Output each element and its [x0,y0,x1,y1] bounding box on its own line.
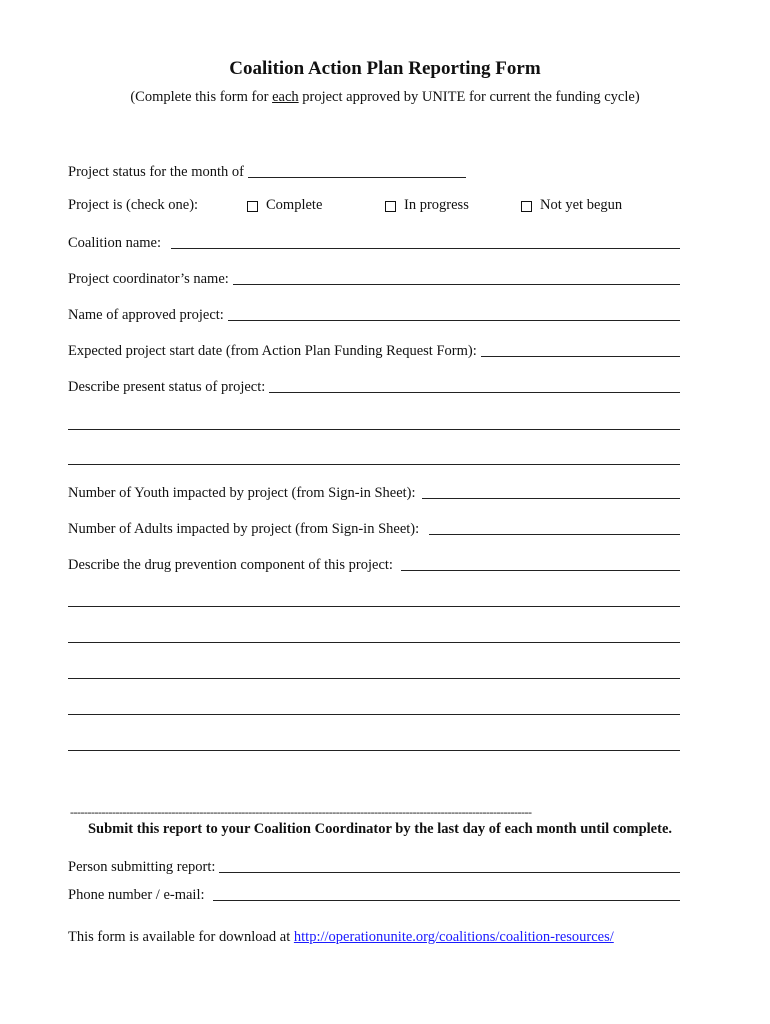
drug-prevention-line-4[interactable] [68,678,680,679]
youth-impacted-row [68,482,680,502]
drug-prevention-line-3[interactable] [68,642,680,643]
drug-prevention-line-6[interactable] [68,750,680,751]
status-option-in-progress[interactable] [385,197,469,214]
person-submitting-input[interactable] [219,871,680,873]
project-status-month-input[interactable] [248,176,466,178]
status-option-label: Not yet begun [540,197,623,213]
present-status-row [68,376,680,396]
phone-email-row [68,884,680,904]
coalition-name-input[interactable] [171,247,680,249]
status-option-not-yet-begun[interactable] [521,197,622,214]
present-status-label: Describe present status of project: [68,379,266,395]
youth-impacted-label: Number of Youth impacted by project (from Sign-in Sheet): [68,485,416,501]
approved-project-label: Name of approved project: [68,307,224,323]
drug-prevention-line-2[interactable] [68,606,680,607]
adults-impacted-row [68,518,680,538]
checkbox-icon[interactable] [521,201,532,212]
approved-project-input[interactable] [228,319,680,321]
project-status-month-label: Project status for the month of [68,164,244,180]
drug-prevention-label: Describe the drug prevention component of this project: [68,557,393,573]
download-link[interactable]: http://operationunite.org/coalitions/coalition-resources/ [293,929,614,945]
form-title: Coalition Action Plan Reporting Form [229,58,541,79]
youth-impacted-input[interactable] [422,497,680,499]
present-status-input[interactable] [269,391,680,393]
present-status-line-2[interactable] [68,429,680,430]
coalition-name-label: Coalition name: [68,235,162,251]
drug-prevention-line-5[interactable] [68,714,680,715]
person-submitting-label: Person submitting report: [68,859,216,875]
project-status-month-row [68,161,466,181]
form-subtitle [0,89,770,106]
drug-prevention-input[interactable] [401,569,680,571]
expected-start-input[interactable] [481,355,680,357]
adults-impacted-label: Number of Adults impacted by project (from Sign-in Sheet): [68,521,420,537]
subtitle-emphasis: each [272,89,299,105]
adults-impacted-input[interactable] [429,533,680,535]
person-submitting-row [68,856,680,876]
checkbox-icon[interactable] [247,201,258,212]
subtitle-after: project approved by UNITE for current the funding cycle) [298,89,640,105]
status-option-label: Complete [266,197,323,213]
expected-start-label: Expected project start date (from Action Plan Funding Request Form): [68,343,477,359]
drug-prevention-row [68,554,680,574]
phone-email-label: Phone number / e-mail: [68,887,205,903]
checkbox-icon[interactable] [385,201,396,212]
submit-notice: Submit this report to your Coalition Coordinator by the last day of each month until complete. [87,821,673,837]
present-status-line-3[interactable] [68,464,680,465]
project-coordinator-row [68,268,680,288]
availability-text: This form is available for download at [68,929,294,945]
subtitle-before: (Complete this form for [130,89,273,105]
project-is-label: Project is (check one): [68,197,199,213]
phone-email-input[interactable] [213,899,680,901]
availability-note [68,929,614,946]
project-coordinator-input[interactable] [233,283,680,285]
approved-project-row [68,304,680,324]
status-option-complete[interactable] [247,197,322,214]
coalition-name-row [68,232,680,252]
dashed-divider: ------------------------------------------------------------------------------------------------------------------------------------ [70,805,532,819]
status-option-label: In progress [404,197,469,213]
expected-start-row [68,340,680,360]
project-coordinator-label: Project coordinator’s name: [68,271,229,287]
